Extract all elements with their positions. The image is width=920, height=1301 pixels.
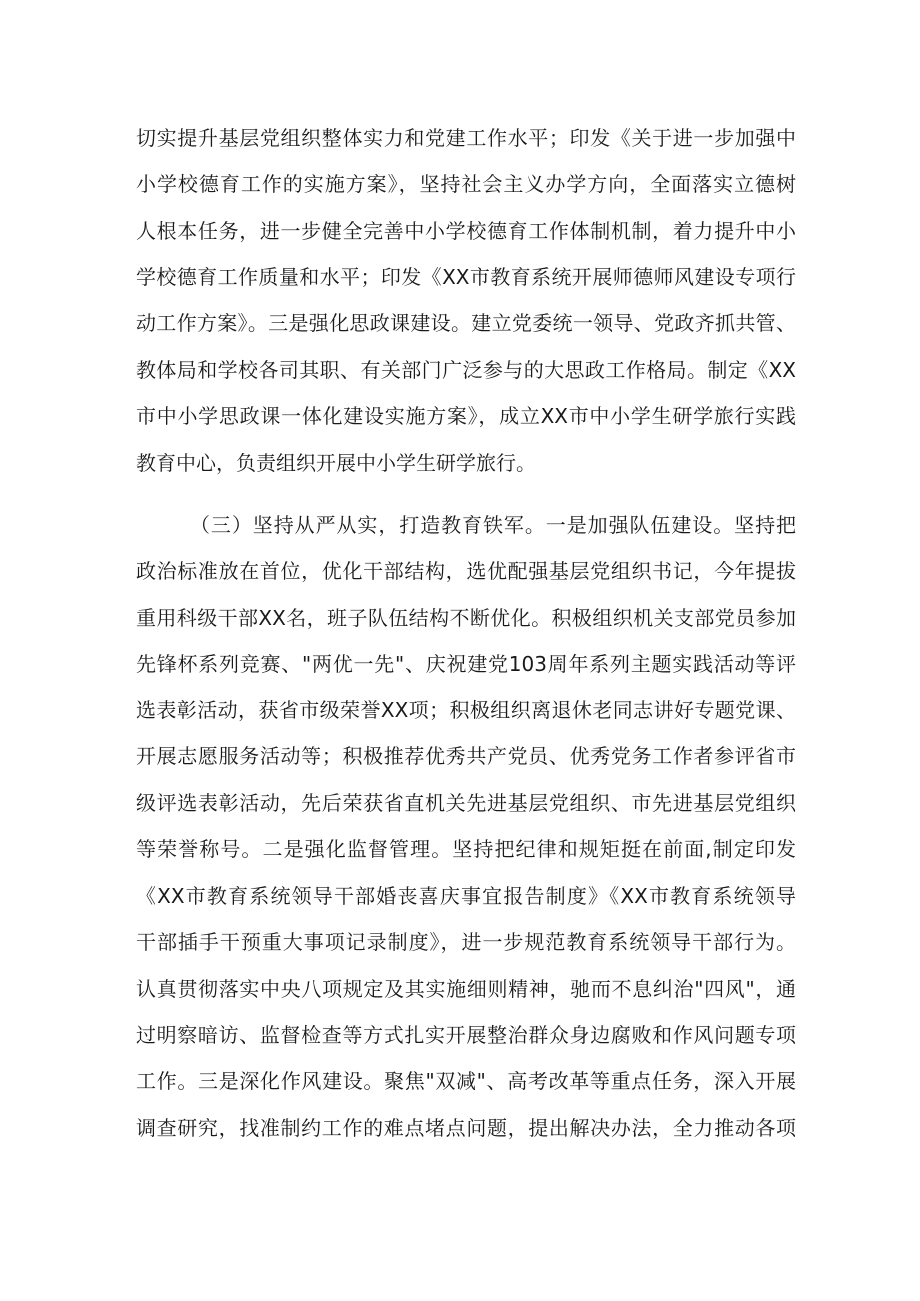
text-line: 级评选表彰活动，先后荣获省直机关先进基层党组织、市先进基层党组织 — [136, 791, 796, 815]
text-line: 市中小学思政课一体化建设实施方案》，成立XX市中小学生研学旅行实践 — [136, 404, 796, 428]
section-heading-line: （三）坚持从严从实，打造教育铁军。一是加强队伍建设。坚持把 — [190, 513, 796, 537]
text-line: 动工作方案》。三是强化思政课建设。建立党委统一领导、党政齐抓共管、 — [136, 311, 796, 335]
text-line: 切实提升基层党组织整体实力和党建工作水平；印发《关于进一步加强中 — [136, 126, 796, 150]
text-line: 教育中心，负责组织开展中小学生研学旅行。 — [136, 451, 536, 475]
text-line: 认真贯彻落实中央八项规定及其实施细则精神，驰而不息纠治"四风"，通 — [136, 977, 796, 1001]
text-line: 过明察暗访、监督检查等方式扎实开展整治群众身边腐败和作风问题专项 — [136, 1023, 796, 1047]
text-line: 学校德育工作质量和水平；印发《XX市教育系统开展师德师风建设专项行 — [136, 265, 796, 289]
text-line: 《XX市教育系统领导干部婚丧喜庆事宜报告制度》《XX市教育系统领导 — [136, 884, 796, 908]
text-line: 教体局和学校各司其职、有关部门广泛参与的大思政工作格局。制定《XX — [136, 358, 796, 382]
text-line: 干部插手干预重大事项记录制度》，进一步规范教育系统领导干部行为。 — [136, 930, 796, 954]
text-line: 重用科级干部XX名，班子队伍结构不断优化。积极组织机关支部党员参加 — [136, 606, 796, 630]
text-line: 政治标准放在首位，优化干部结构，选优配强基层党组织书记，今年提拔 — [136, 559, 796, 583]
text-line: 开展志愿服务活动等；积极推荐优秀共产党员、优秀党务工作者参评省市 — [136, 744, 796, 768]
text-line: 选表彰活动，获省市级荣誉XX项；积极组织离退休老同志讲好专题党课、 — [136, 698, 796, 722]
text-line: 工作。三是深化作风建设。聚焦"双减"、高考改革等重点任务，深入开展 — [136, 1069, 796, 1093]
text-line: 先锋杯系列竞赛、"两优一先"、庆祝建党103周年系列主题实践活动等评 — [136, 652, 796, 676]
text-line: 调查研究，找准制约工作的难点堵点问题，提出解决办法，全力推动各项 — [136, 1116, 796, 1140]
text-line: 等荣誉称号。二是强化监督管理。坚持把纪律和规矩挺在前面,制定印发 — [136, 837, 796, 861]
text-line: 人根本任务，进一步健全完善中小学校德育工作体制机制，着力提升中小 — [136, 219, 796, 243]
text-line: 小学校德育工作的实施方案》，坚持社会主义办学方向，全面落实立德树 — [136, 172, 796, 196]
